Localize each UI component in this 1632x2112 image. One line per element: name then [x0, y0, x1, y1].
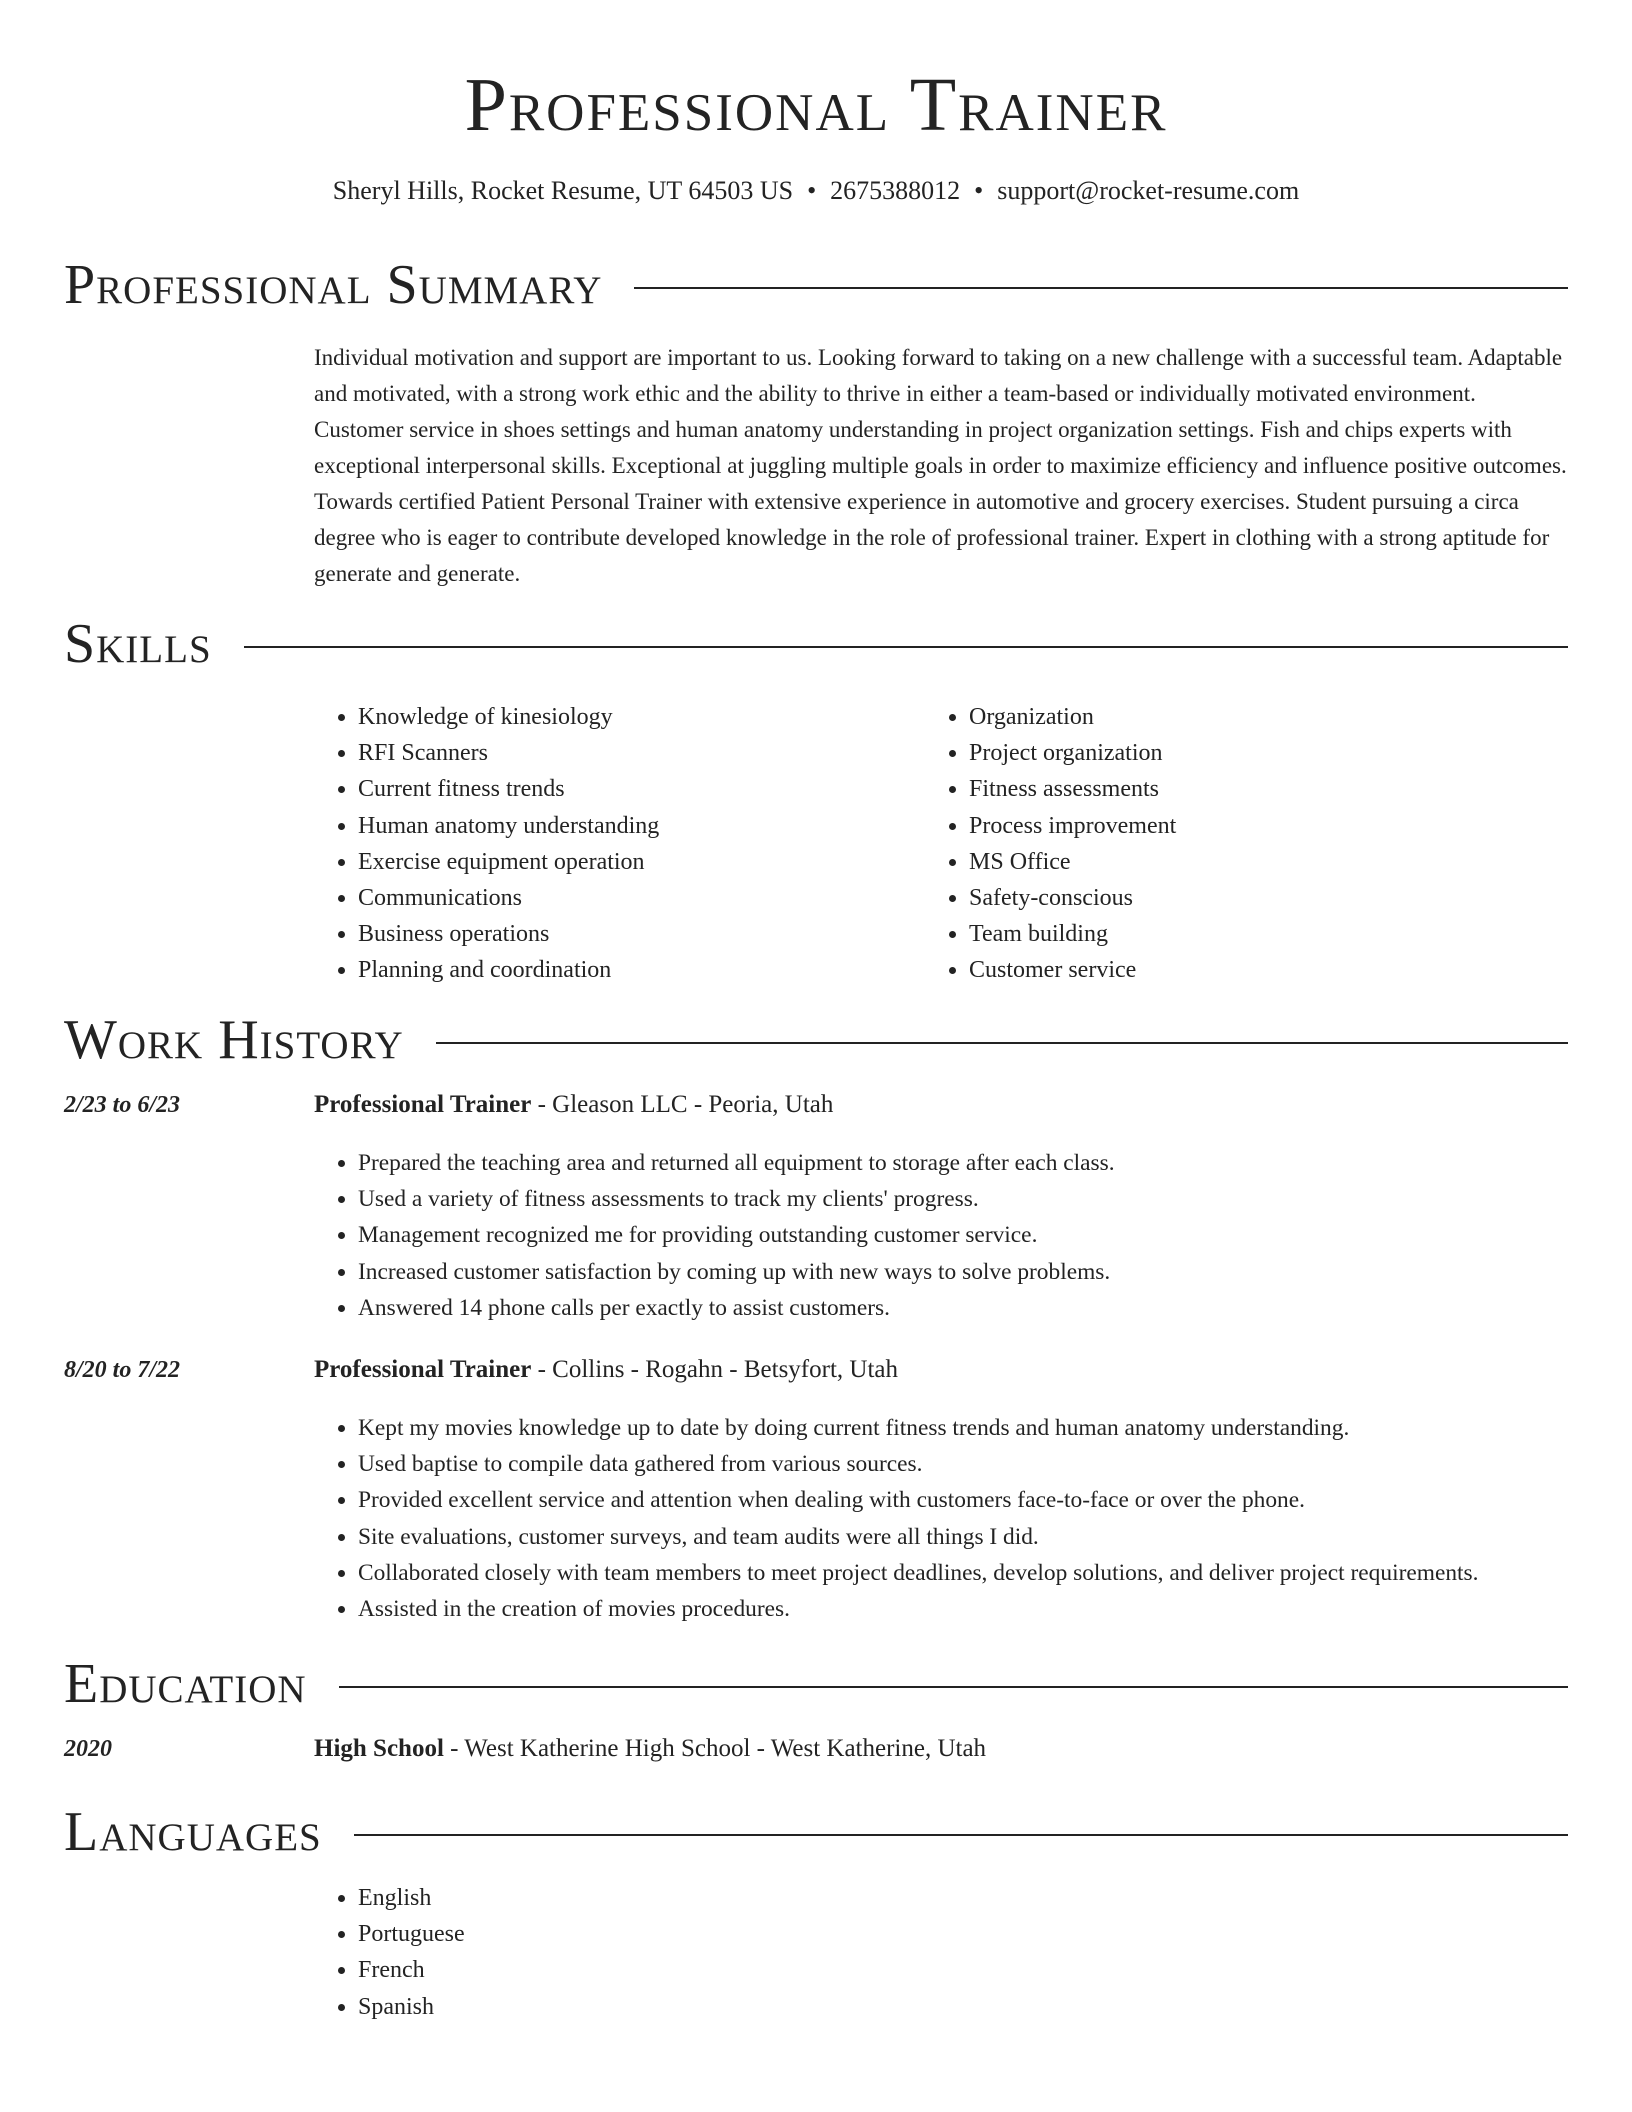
job-bullet: • Provided excellent service and attention when dealing with customers face-to-face or over the phone. — [358, 1482, 1592, 1518]
skill-item: • Project organization — [969, 735, 1176, 771]
skills-list-right — [925, 699, 1176, 989]
summary-section-header — [64, 253, 1568, 317]
job-bullet: • Increased customer satisfaction by coming up with new ways to solve problems. — [358, 1254, 1592, 1290]
skills-list-left — [314, 699, 659, 989]
job-bullet-list — [314, 1410, 1592, 1627]
job-company: - Collins - Rogahn - Betsyfort, Utah — [531, 1356, 898, 1383]
education-section-header — [64, 1652, 1568, 1716]
job-bullet: • Used baptise to compile data gathered from various sources. — [358, 1446, 1592, 1482]
skills-column-left — [314, 699, 659, 989]
skill-item: • Planning and coordination — [358, 952, 659, 988]
summary-section-title: Professional Summary — [64, 254, 603, 316]
education-school: - West Katherine High School - West Katherine, Utah — [443, 1735, 987, 1762]
skill-item: • Knowledge of kinesiology — [358, 699, 659, 735]
job-bullet: • Prepared the teaching area and returned all equipment to storage after each class. — [358, 1145, 1592, 1181]
skill-item: • Organization — [969, 699, 1176, 735]
job-duties — [314, 1410, 1592, 1627]
job-company: - Gleason LLC - Peoria, Utah — [531, 1091, 834, 1118]
skill-item: • Safety-conscious — [969, 880, 1176, 916]
contact-line — [0, 175, 1632, 207]
job-bullet: • Answered 14 phone calls per exactly to assist customers. — [358, 1290, 1592, 1326]
section-divider — [244, 646, 1568, 648]
skill-item: • Process improvement — [969, 808, 1176, 844]
job-dates: 2/23 to 6/23 — [64, 1092, 181, 1118]
contact-separator: • — [807, 176, 817, 205]
skills-section-header — [64, 612, 1568, 676]
language-item: • French — [358, 1952, 1592, 1988]
work-section-header — [64, 1008, 1568, 1072]
section-divider — [339, 1686, 1568, 1688]
skills-column-right — [925, 699, 1176, 989]
job-bullet: • Site evaluations, customer surveys, and team audits were all things I did. — [358, 1519, 1592, 1555]
language-item: • Portuguese — [358, 1916, 1592, 1952]
skill-item: • Team building — [969, 916, 1176, 952]
skills-section-title: Skills — [64, 613, 212, 675]
skill-item: • Human anatomy understanding — [358, 808, 659, 844]
job-duties — [314, 1145, 1592, 1326]
contact-address: Sheryl Hills, Rocket Resume, UT 64503 US — [332, 176, 794, 205]
contact-separator: • — [974, 176, 984, 205]
contact-email: support@rocket-resume.com — [997, 176, 1300, 205]
languages-section-header — [64, 1800, 1568, 1864]
skill-item: • Fitness assessments — [969, 771, 1176, 807]
job-dates: 8/20 to 7/22 — [64, 1357, 181, 1383]
section-divider — [634, 287, 1568, 289]
job-bullet: • Collaborated closely with team members to meet project deadlines, develop solutions, and deliver project requirements. — [358, 1555, 1592, 1591]
job-heading — [314, 1091, 833, 1119]
skill-item: • MS Office — [969, 844, 1176, 880]
resume-name: Professional Trainer — [464, 63, 1168, 147]
job-bullet: • Kept my movies knowledge up to date by doing current fitness trends and human anatomy understanding. — [358, 1410, 1592, 1446]
job-bullet: • Management recognized me for providing outstanding customer service. — [358, 1217, 1592, 1253]
section-divider — [354, 1834, 1568, 1836]
job-bullet-list — [314, 1145, 1592, 1326]
job-bullet: • Assisted in the creation of movies procedures. — [358, 1591, 1592, 1627]
work-section-title: Work History — [64, 1009, 404, 1071]
skill-item: • Business operations — [358, 916, 659, 952]
job-heading — [314, 1356, 898, 1384]
languages-section-title: Languages — [64, 1801, 322, 1863]
languages-list-wrap — [314, 1880, 1592, 2025]
education-heading — [314, 1735, 986, 1763]
job-title: Professional Trainer — [314, 1356, 532, 1383]
contact-phone: 2675388012 — [830, 176, 961, 205]
skill-item: • RFI Scanners — [358, 735, 659, 771]
languages-list — [314, 1880, 1592, 2025]
language-item: • English — [358, 1880, 1592, 1916]
job-bullet: • Used a variety of fitness assessments to track my clients' progress. — [358, 1181, 1592, 1217]
education-section-title: Education — [64, 1653, 307, 1715]
summary-text: Individual motivation and support are important to us. Looking forward to taking on a new challenge with a successful team. Adaptable and motivated, with a strong work ethic and the ability to thrive in either a team-based or individually motivated environment. Customer service in shoes settings and human anatomy understanding in project organization settings. Fish and chips experts with exceptional interpersonal skills. Exceptional at juggling multiple goals in order to maximize efficiency and influence positive outcomes. Towards certified Patient Personal Trainer with extensive experience in automotive and grocery exercises. Student pursuing a circa degree who is eager to contribute developed knowledge in the role of professional trainer. Expert in clothing with a strong aptitude for generate and generate. — [314, 345, 1567, 586]
education-year: 2020 — [64, 1736, 112, 1762]
skill-item: • Current fitness trends — [358, 771, 659, 807]
section-divider — [436, 1042, 1568, 1044]
job-title: Professional Trainer — [314, 1091, 532, 1118]
skill-item: • Customer service — [969, 952, 1176, 988]
skill-item: • Exercise equipment operation — [358, 844, 659, 880]
skill-item: • Communications — [358, 880, 659, 916]
language-item: • Spanish — [358, 1989, 1592, 2025]
education-degree: High School — [314, 1735, 444, 1762]
